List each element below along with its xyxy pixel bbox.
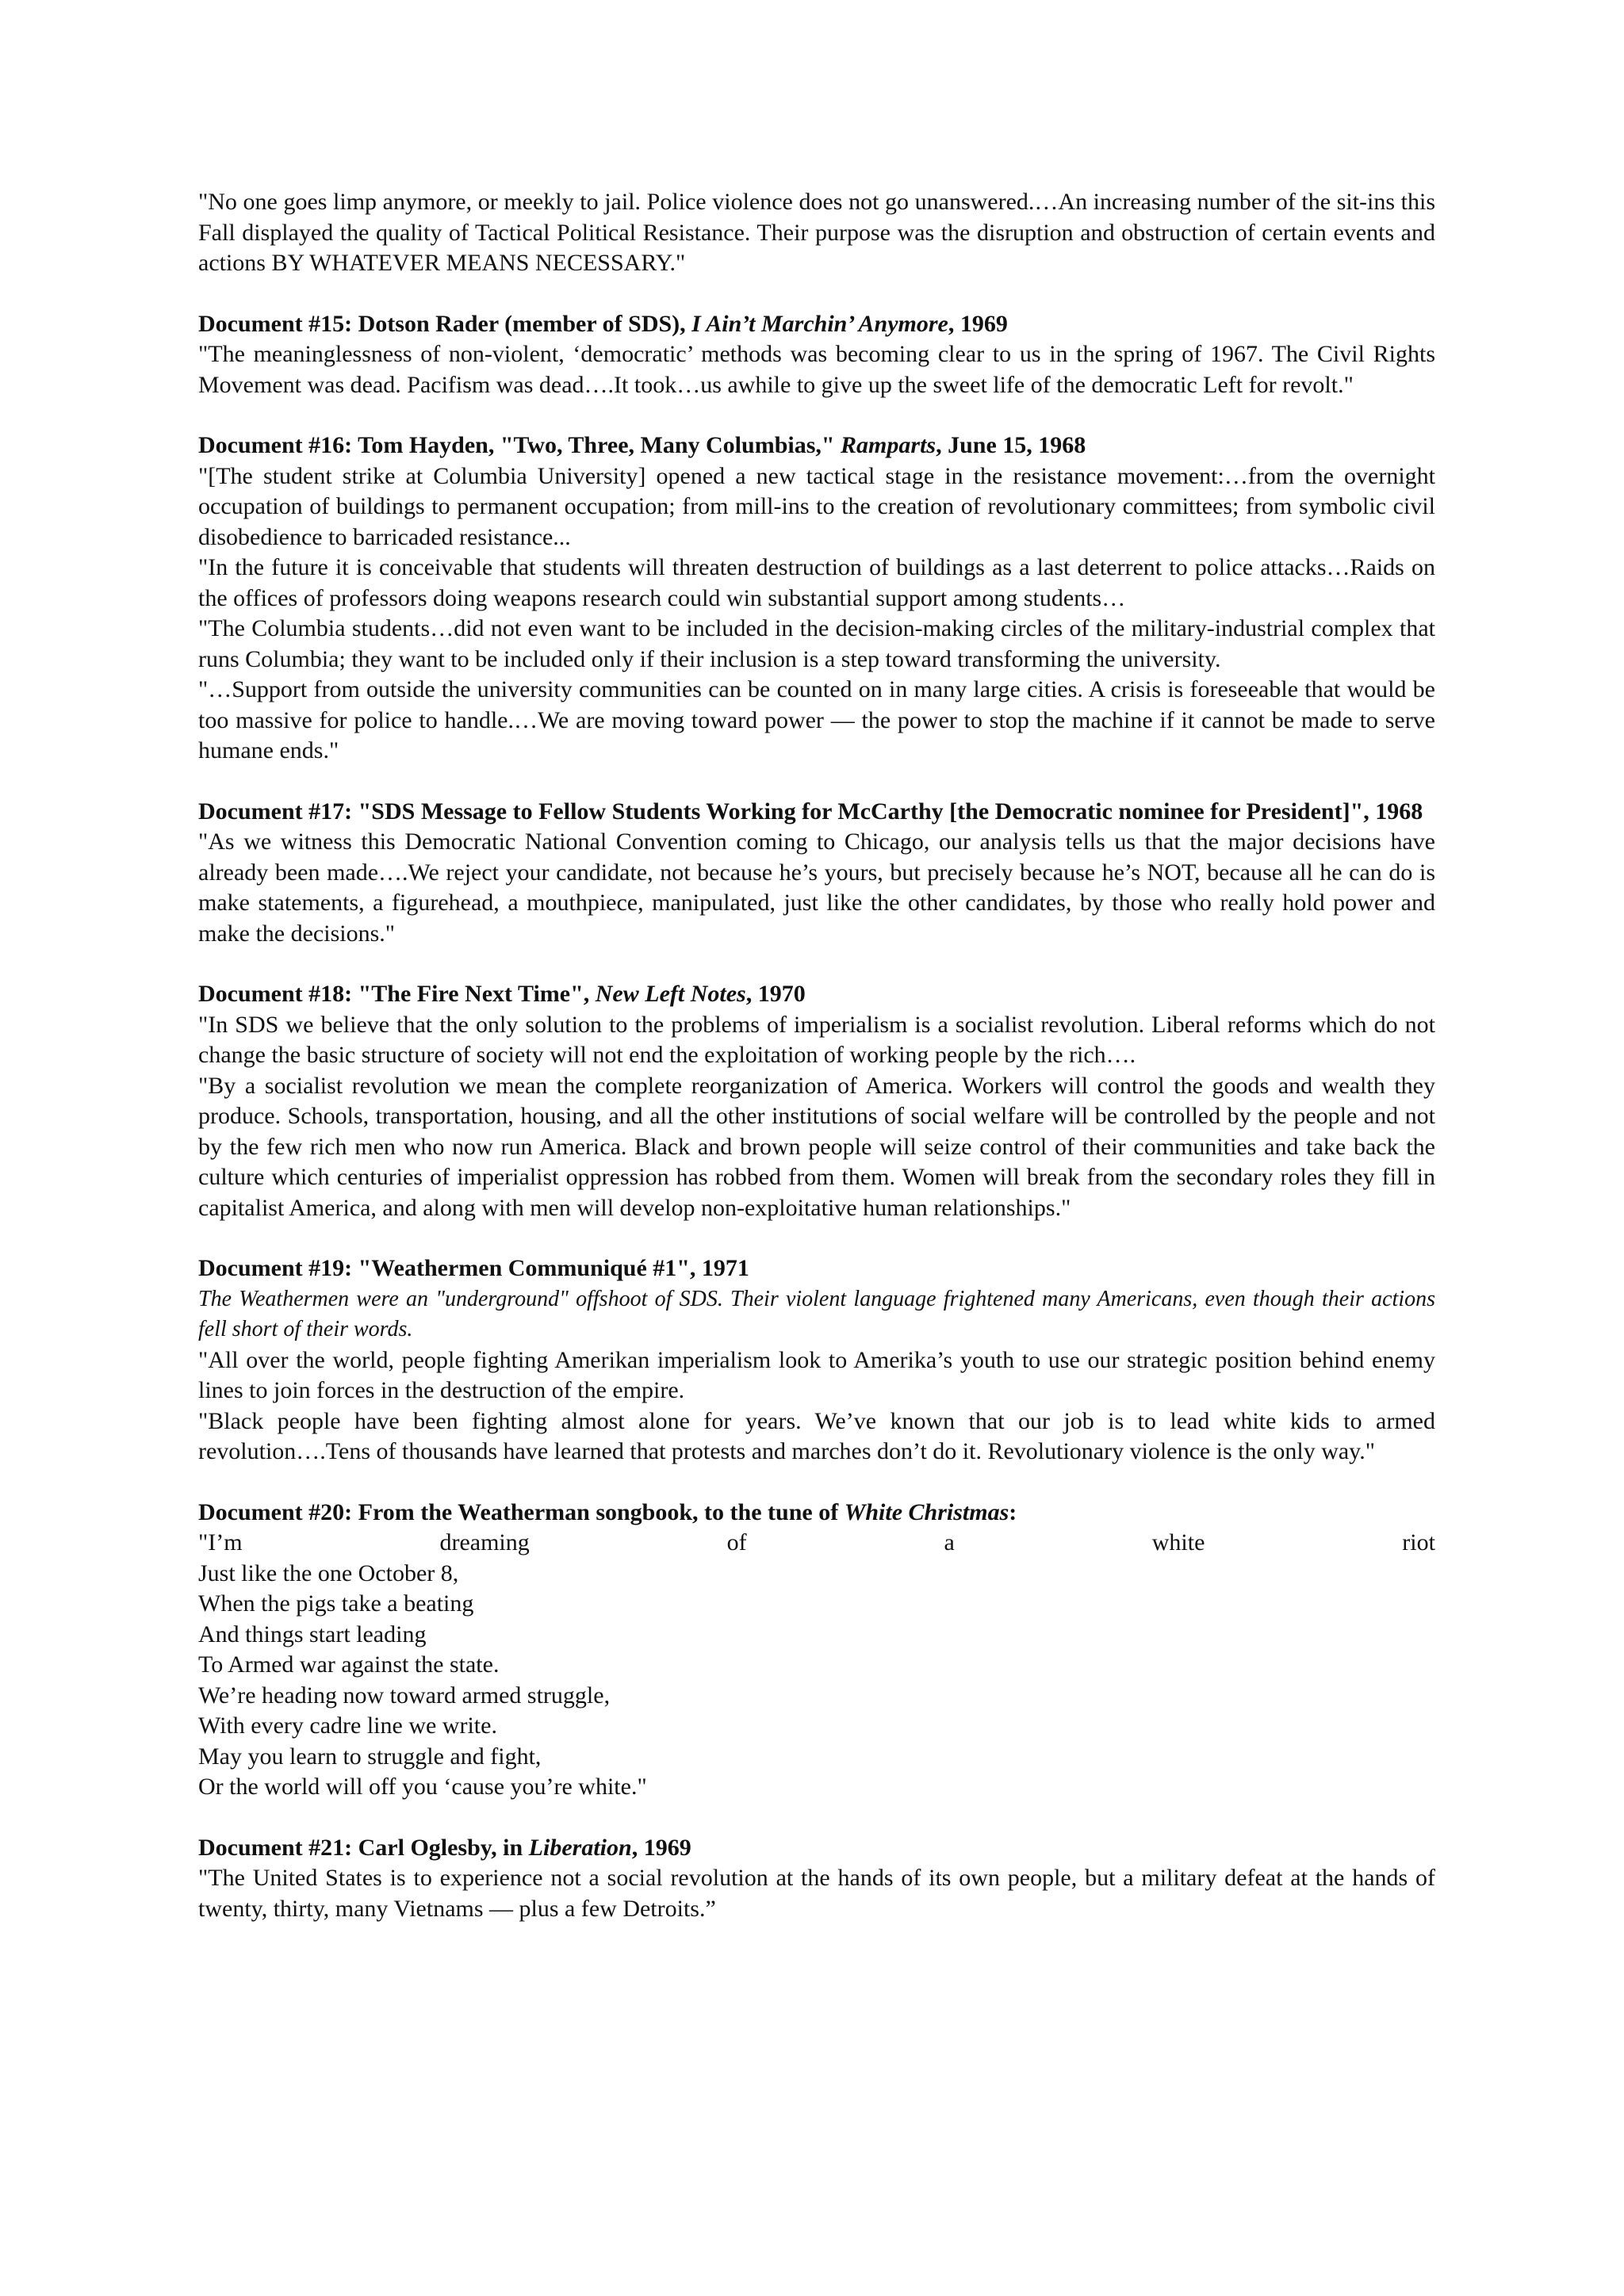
- document-18-paragraph: "In SDS we believe that the only solution to the problems of imperialism is a socialist revolution. Liberal reforms which do not change the basic structure of society will not end the exploitation of working people by the rich….: [198, 1011, 1435, 1068]
- song-line: Or the world will off you ‘cause you’re white.": [198, 1774, 647, 1800]
- document-18-work: New Left Notes: [595, 981, 746, 1007]
- document-16-paragraph: "[The student strike at Columbia University] opened a new tactical stage in the resistance movement:…from the overnight occupation of buildings to permanent occupation; from mill-ins to the creation of revolutionary committees; from symbolic civil disobedience to barricaded resistance...: [198, 462, 1435, 550]
- song-line: With every cadre line we write.: [198, 1712, 497, 1739]
- document-19-paragraph: "Black people have been fighting almost alone for years. We’ve known that our job is to lead white kids to armed revolution….Tens of thousands have learned that protests and marches don’t do it. Revolutionary violence is the only way.": [198, 1407, 1435, 1464]
- song-line: We’re heading now toward armed struggle,: [198, 1682, 611, 1709]
- document-15-work: I Ain’t Marchin’ Anymore: [691, 310, 948, 337]
- document-15: [198, 309, 1435, 401]
- document-21: [198, 1833, 1435, 1925]
- document-21-title: Document #21: Carl Oglesby, in Liberation, 1969: [198, 1834, 691, 1861]
- document-16: [198, 430, 1435, 767]
- song-word: of: [726, 1529, 747, 1556]
- document-16-title: Document #16: Tom Hayden, "Two, Three, Many Columbias," Ramparts, June 15, 1968: [198, 432, 1086, 458]
- song-line: When the pigs take a beating: [198, 1590, 474, 1617]
- document-18: [198, 979, 1435, 1223]
- intro-quote: "No one goes limp anymore, or meekly to jail. Police violence does not go unanswered.…An increasing number of the sit-ins this Fall displayed the quality of Tactical Political Resistance. Their purpose was the disruption and obstruction of certain events and actions BY WHATEVER MEANS NECESSARY.": [198, 189, 1435, 276]
- document-16-paragraph: "In the future it is conceivable that students will threaten destruction of buildings as a last deterrent to police attacks…Raids on the offices of professors doing weapons research could win substantial support among students…: [198, 554, 1435, 611]
- document-16-paragraph: "The Columbia students…did not even want to be included in the decision-making circles of the military-industrial complex that runs Columbia; they want to be included only if their inclusion is a step toward transforming the university.: [198, 615, 1435, 672]
- song-word: "I’m: [198, 1529, 243, 1556]
- page-content: [198, 187, 1435, 1924]
- document-18-paragraph: "By a socialist revolution we mean the complete reorganization of America. Workers will control the goods and wealth they produce. Schools, transportation, housing, and all the other institutions of social welfare will be controlled by the people and not by the few rich men who now run America. Black and brown people will seize control of their communities and take back the culture which centuries of imperialist oppression has robbed from them. Women will break from the secondary roles they fill in capitalist America, and along with men will develop non-exploitative human relationships.": [198, 1072, 1435, 1221]
- song-line: To Armed war against the state.: [198, 1651, 500, 1678]
- song-line: Just like the one October 8,: [198, 1559, 459, 1586]
- song-word: white: [1151, 1529, 1205, 1556]
- document-19: [198, 1253, 1435, 1468]
- document-16-paragraph: "…Support from outside the university communities can be counted on in many large cities. A crisis is foreseeable that would be too massive for police to handle.…We are moving toward power — the power to stop the machine if it cannot be made to serve humane ends.": [198, 676, 1435, 763]
- document-20: [198, 1498, 1435, 1803]
- document-19-paragraph: "All over the world, people fighting Amerikan imperialism look to Amerika’s youth to use our strategic position behind enemy lines to join forces in the destruction of the empire.: [198, 1346, 1435, 1403]
- document-16-work: Ramparts: [841, 432, 936, 458]
- document-17-title: Document #17: "SDS Message to Fellow Students Working for McCarthy [the Democratic nominee for President]", 1968: [198, 798, 1423, 825]
- song-first-line: [198, 1528, 1435, 1559]
- song-word: riot: [1402, 1529, 1435, 1556]
- document-17: [198, 797, 1435, 950]
- document-15-quote: "The meaninglessness of non-violent, ‘democratic’ methods was becoming clear to us in the spring of 1967. The Civil Rights Movement was dead. Pacifism was dead….It took…us awhile to give up the sweet life of the democratic Left for revolt.": [198, 341, 1435, 398]
- song-word: dreaming: [439, 1529, 530, 1556]
- document-19-title: Document #19: "Weathermen Communiqué #1", 1971: [198, 1255, 749, 1281]
- document-17-quote: "As we witness this Democratic National Convention coming to Chicago, our analysis tells us that the major decisions have already been made….We reject your candidate, not because he’s yours, but precisely because he’s NOT, because all he can do is make statements, a figurehead, a mouthpiece, manipulated, just like the other candidates, by those who really hold power and make the decisions.": [198, 828, 1435, 947]
- document-15-title: Document #15: Dotson Rader (member of SDS), I Ain’t Marchin’ Anymore, 1969: [198, 310, 1008, 337]
- document-20-title: Document #20: From the Weatherman songbook, to the tune of White Christmas:: [198, 1498, 1017, 1525]
- document-18-title: Document #18: "The Fire Next Time", New Left Notes, 1970: [198, 981, 806, 1007]
- document-21-work: Liberation: [528, 1834, 632, 1861]
- song-line: And things start leading: [198, 1621, 427, 1647]
- document-19-note: The Weathermen were an "underground" offshoot of SDS. Their violent language frightened many Americans, even though their actions fell short of their words.: [198, 1286, 1435, 1341]
- song-line: May you learn to struggle and fight,: [198, 1743, 542, 1770]
- document-21-quote: "The United States is to experience not a social revolution at the hands of its own people, but a military defeat at the hands of twenty, thirty, many Vietnams — plus a few Detroits.”: [198, 1865, 1435, 1922]
- document-20-work: White Christmas: [844, 1498, 1009, 1525]
- song-word: a: [944, 1529, 955, 1556]
